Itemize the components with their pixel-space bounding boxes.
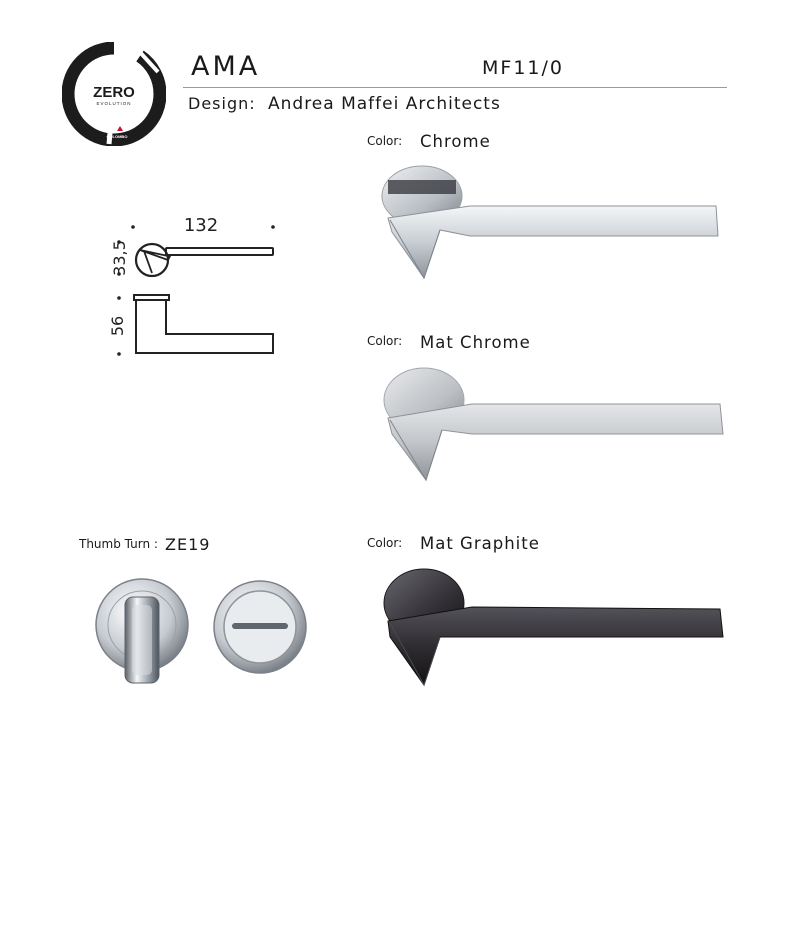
variant-1-color-label: Color: xyxy=(367,134,403,148)
variant-3-color-label: Color: xyxy=(367,536,403,550)
variant-2-color-name: Mat Chrome xyxy=(420,333,531,352)
thumb-turn-image xyxy=(92,575,312,687)
projection-dimension: 56 xyxy=(108,315,127,337)
thumb-turn-knob-icon xyxy=(96,579,188,683)
logo-subtext: EVOLUTION xyxy=(96,101,132,106)
release-indicator-icon xyxy=(214,581,306,673)
designer-name: Andrea Maffei Architects xyxy=(268,94,501,114)
thumb-turn-code: ZE19 xyxy=(165,535,211,554)
design-label: Design: xyxy=(188,94,256,113)
zero-evolution-logo xyxy=(62,42,166,146)
width-dimension: 132 xyxy=(183,215,219,236)
variant-1-color-name: Chrome xyxy=(420,132,491,151)
thumb-turn-label: Thumb Turn : xyxy=(79,537,158,551)
variant-2-color-label: Color: xyxy=(367,334,403,348)
product-title: AMA xyxy=(191,51,261,82)
colombo-mark-icon xyxy=(117,126,123,131)
logo-text: ZERO xyxy=(93,84,135,101)
mat-chrome-handle-image xyxy=(382,360,727,482)
variant-3-color-name: Mat Graphite xyxy=(420,534,540,553)
technical-drawing xyxy=(100,210,290,370)
mat-graphite-handle-image xyxy=(382,565,727,687)
header-divider xyxy=(183,87,727,88)
maker-name: COLOMBO xyxy=(106,134,128,139)
product-code: MF11/0 xyxy=(482,57,564,79)
chrome-handle-image xyxy=(380,160,725,282)
rosette-dimension: 33,5 xyxy=(110,240,129,276)
